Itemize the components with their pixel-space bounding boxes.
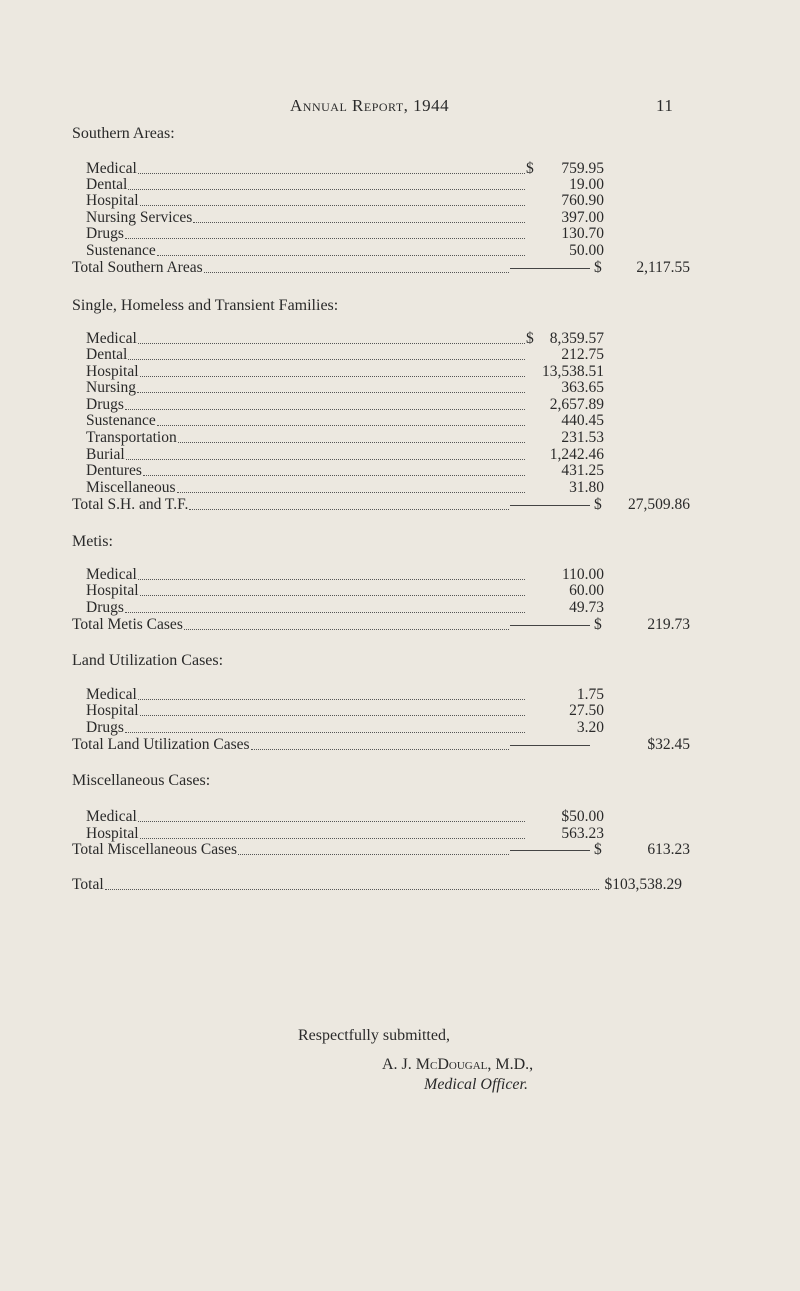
dot-leader xyxy=(125,396,525,410)
line-item-row xyxy=(86,209,604,226)
dot-leader xyxy=(157,242,525,256)
line-item-row xyxy=(86,379,604,396)
item-label: Drugs xyxy=(86,599,124,616)
total-amount: $32.45 xyxy=(647,736,690,753)
dot-leader xyxy=(125,599,525,613)
currency-sign xyxy=(526,686,540,703)
dot-leader xyxy=(251,736,509,750)
line-item-row xyxy=(86,825,604,842)
item-label: Miscellaneous xyxy=(86,479,176,496)
currency-sign: $ xyxy=(594,616,602,633)
item-label: Burial xyxy=(86,446,125,463)
section-total-row xyxy=(72,616,690,633)
grand-total-amount: $103,538.29 xyxy=(604,876,682,893)
total-amount: 2,117.55 xyxy=(636,259,690,276)
line-item-row xyxy=(86,363,604,380)
item-amount: 397.00 xyxy=(561,209,604,226)
line-item-row xyxy=(86,479,604,496)
item-amount: 1.75 xyxy=(576,686,604,703)
item-label: Hospital xyxy=(86,825,139,842)
item-label: Hospital xyxy=(86,582,139,599)
section-heading: Single, Homeless and Transient Families: xyxy=(72,297,339,314)
currency-sign xyxy=(526,346,540,363)
item-amount: $50.00 xyxy=(561,808,604,825)
dot-leader xyxy=(193,209,525,223)
dot-leader xyxy=(178,429,525,443)
currency-sign xyxy=(526,209,540,226)
dot-leader xyxy=(140,825,525,839)
line-item-row xyxy=(86,686,604,703)
running-header xyxy=(0,96,800,118)
currency-sign xyxy=(526,363,540,380)
item-label: Medical xyxy=(86,566,137,583)
item-label: Medical xyxy=(86,808,137,825)
line-item-row xyxy=(86,462,604,479)
dot-leader xyxy=(138,330,525,344)
item-label: Dental xyxy=(86,346,128,363)
item-label: Drugs xyxy=(86,225,124,242)
dot-leader xyxy=(125,719,525,733)
grand-total-row xyxy=(72,876,682,893)
currency-sign xyxy=(526,225,540,242)
line-item-row xyxy=(86,176,604,193)
item-amount: 27.50 xyxy=(569,702,604,719)
item-label: Sustenance xyxy=(86,412,156,429)
dot-leader xyxy=(138,160,525,174)
signatory-title: Medical Officer. xyxy=(424,1076,528,1093)
line-item-row xyxy=(86,566,604,583)
currency-sign: $ xyxy=(594,259,602,276)
line-item-row xyxy=(86,808,604,825)
dot-leader xyxy=(140,582,525,596)
currency-sign xyxy=(526,429,540,446)
dot-leader xyxy=(157,412,525,426)
line-item-row xyxy=(86,330,604,347)
line-item-row xyxy=(86,396,604,413)
item-label: Hospital xyxy=(86,702,139,719)
currency-sign xyxy=(526,379,540,396)
item-label: Dentures xyxy=(86,462,142,479)
item-label: Drugs xyxy=(86,396,124,413)
currency-sign xyxy=(526,599,540,616)
item-label: Dental xyxy=(86,176,128,193)
section-total-row xyxy=(72,259,690,276)
section-total-row xyxy=(72,496,690,513)
line-item-row xyxy=(86,719,604,736)
item-label: Sustenance xyxy=(86,242,156,259)
currency-sign xyxy=(526,808,540,825)
dot-leader xyxy=(204,259,509,273)
currency-sign: $ xyxy=(594,841,602,858)
currency-sign xyxy=(526,396,540,413)
line-item-row xyxy=(86,582,604,599)
page-number: 11 xyxy=(656,96,674,115)
dot-leader xyxy=(138,686,525,700)
item-amount: 212.75 xyxy=(561,346,604,363)
item-amount: 19.00 xyxy=(569,176,604,193)
dot-leader xyxy=(138,566,525,580)
total-amount: 219.73 xyxy=(647,616,690,633)
currency-sign xyxy=(526,582,540,599)
item-amount: 60.00 xyxy=(569,582,604,599)
total-label: Total Land Utilization Cases xyxy=(72,736,250,753)
total-rule xyxy=(510,259,590,269)
item-amount: 759.95 xyxy=(561,160,604,177)
line-item-row xyxy=(86,702,604,719)
item-amount: 1,242.46 xyxy=(549,446,604,463)
item-label: Medical xyxy=(86,686,137,703)
total-amount: 613.23 xyxy=(647,841,690,858)
item-label: Hospital xyxy=(86,363,139,380)
dot-leader xyxy=(189,496,509,510)
line-item-row xyxy=(86,192,604,209)
item-amount: 3.20 xyxy=(576,719,604,736)
signatory-name: A. J. McDougal, M.D., xyxy=(382,1056,534,1073)
dot-leader xyxy=(143,462,525,476)
section-total-row xyxy=(72,841,690,858)
item-amount: 130.70 xyxy=(561,225,604,242)
total-label: Total Metis Cases xyxy=(72,616,183,633)
total-rule xyxy=(510,841,590,851)
item-amount: 50.00 xyxy=(569,242,604,259)
section-heading: Southern Areas: xyxy=(72,125,175,142)
item-amount: 440.45 xyxy=(561,412,604,429)
currency-sign: $ xyxy=(594,496,602,513)
total-rule xyxy=(510,616,590,626)
dot-leader xyxy=(177,479,525,493)
line-item-row xyxy=(86,446,604,463)
currency-sign xyxy=(594,736,608,753)
item-amount: 760.90 xyxy=(561,192,604,209)
section-heading: Metis: xyxy=(72,533,113,550)
currency-sign xyxy=(526,479,540,496)
report-title: Annual Report, 1944 xyxy=(290,96,450,115)
currency-sign xyxy=(526,825,540,842)
currency-sign xyxy=(526,192,540,209)
item-amount: 31.80 xyxy=(569,479,604,496)
line-item-row xyxy=(86,160,604,177)
dot-leader xyxy=(126,446,525,460)
line-item-row xyxy=(86,599,604,616)
currency-sign xyxy=(526,566,540,583)
currency-sign xyxy=(526,412,540,429)
dot-leader xyxy=(125,225,525,239)
line-item-row xyxy=(86,429,604,446)
section-total-row xyxy=(72,736,690,753)
total-label: Total Southern Areas xyxy=(72,259,203,276)
dot-leader xyxy=(238,841,509,855)
currency-sign xyxy=(526,702,540,719)
total-rule xyxy=(510,496,590,506)
total-label: Total S.H. and T.F. xyxy=(72,496,189,513)
item-label: Hospital xyxy=(86,192,139,209)
closing-line: Respectfully submitted, xyxy=(298,1027,450,1044)
dot-leader xyxy=(105,876,599,890)
item-amount: 431.25 xyxy=(561,462,604,479)
item-amount: 563.23 xyxy=(561,825,604,842)
currency-sign: $ xyxy=(526,330,534,347)
dot-leader xyxy=(184,616,509,630)
total-amount: 27,509.86 xyxy=(628,496,690,513)
item-label: Medical xyxy=(86,330,137,347)
item-amount: 49.73 xyxy=(569,599,604,616)
item-label: Drugs xyxy=(86,719,124,736)
currency-sign xyxy=(526,242,540,259)
item-label: Transportation xyxy=(86,429,177,446)
section-heading: Miscellaneous Cases: xyxy=(72,772,211,789)
item-amount: 13,538.51 xyxy=(542,363,604,380)
line-item-row xyxy=(86,242,604,259)
currency-sign xyxy=(526,719,540,736)
item-label: Medical xyxy=(86,160,137,177)
line-item-row xyxy=(86,412,604,429)
dot-leader xyxy=(140,192,525,206)
currency-sign xyxy=(526,462,540,479)
dot-leader xyxy=(140,702,525,716)
line-item-row xyxy=(86,346,604,363)
dot-leader xyxy=(138,808,525,822)
grand-total-label: Total xyxy=(72,876,104,893)
item-amount: 110.00 xyxy=(561,566,604,583)
currency-sign: $ xyxy=(526,160,534,177)
line-item-row xyxy=(86,225,604,242)
dot-leader xyxy=(128,176,525,190)
dot-leader xyxy=(140,363,525,377)
dot-leader xyxy=(128,346,525,360)
currency-sign xyxy=(526,446,540,463)
total-label: Total Miscellaneous Cases xyxy=(72,841,238,858)
item-amount: 8,359.57 xyxy=(549,330,604,347)
item-amount: 2,657.89 xyxy=(549,396,604,413)
item-amount: 363.65 xyxy=(561,379,604,396)
section-heading: Land Utilization Cases: xyxy=(72,652,224,669)
dot-leader xyxy=(137,379,525,393)
item-label: Nursing Services xyxy=(86,209,193,226)
item-amount: 231.53 xyxy=(561,429,604,446)
currency-sign xyxy=(526,176,540,193)
total-rule xyxy=(510,736,590,746)
item-label: Nursing xyxy=(86,379,136,396)
